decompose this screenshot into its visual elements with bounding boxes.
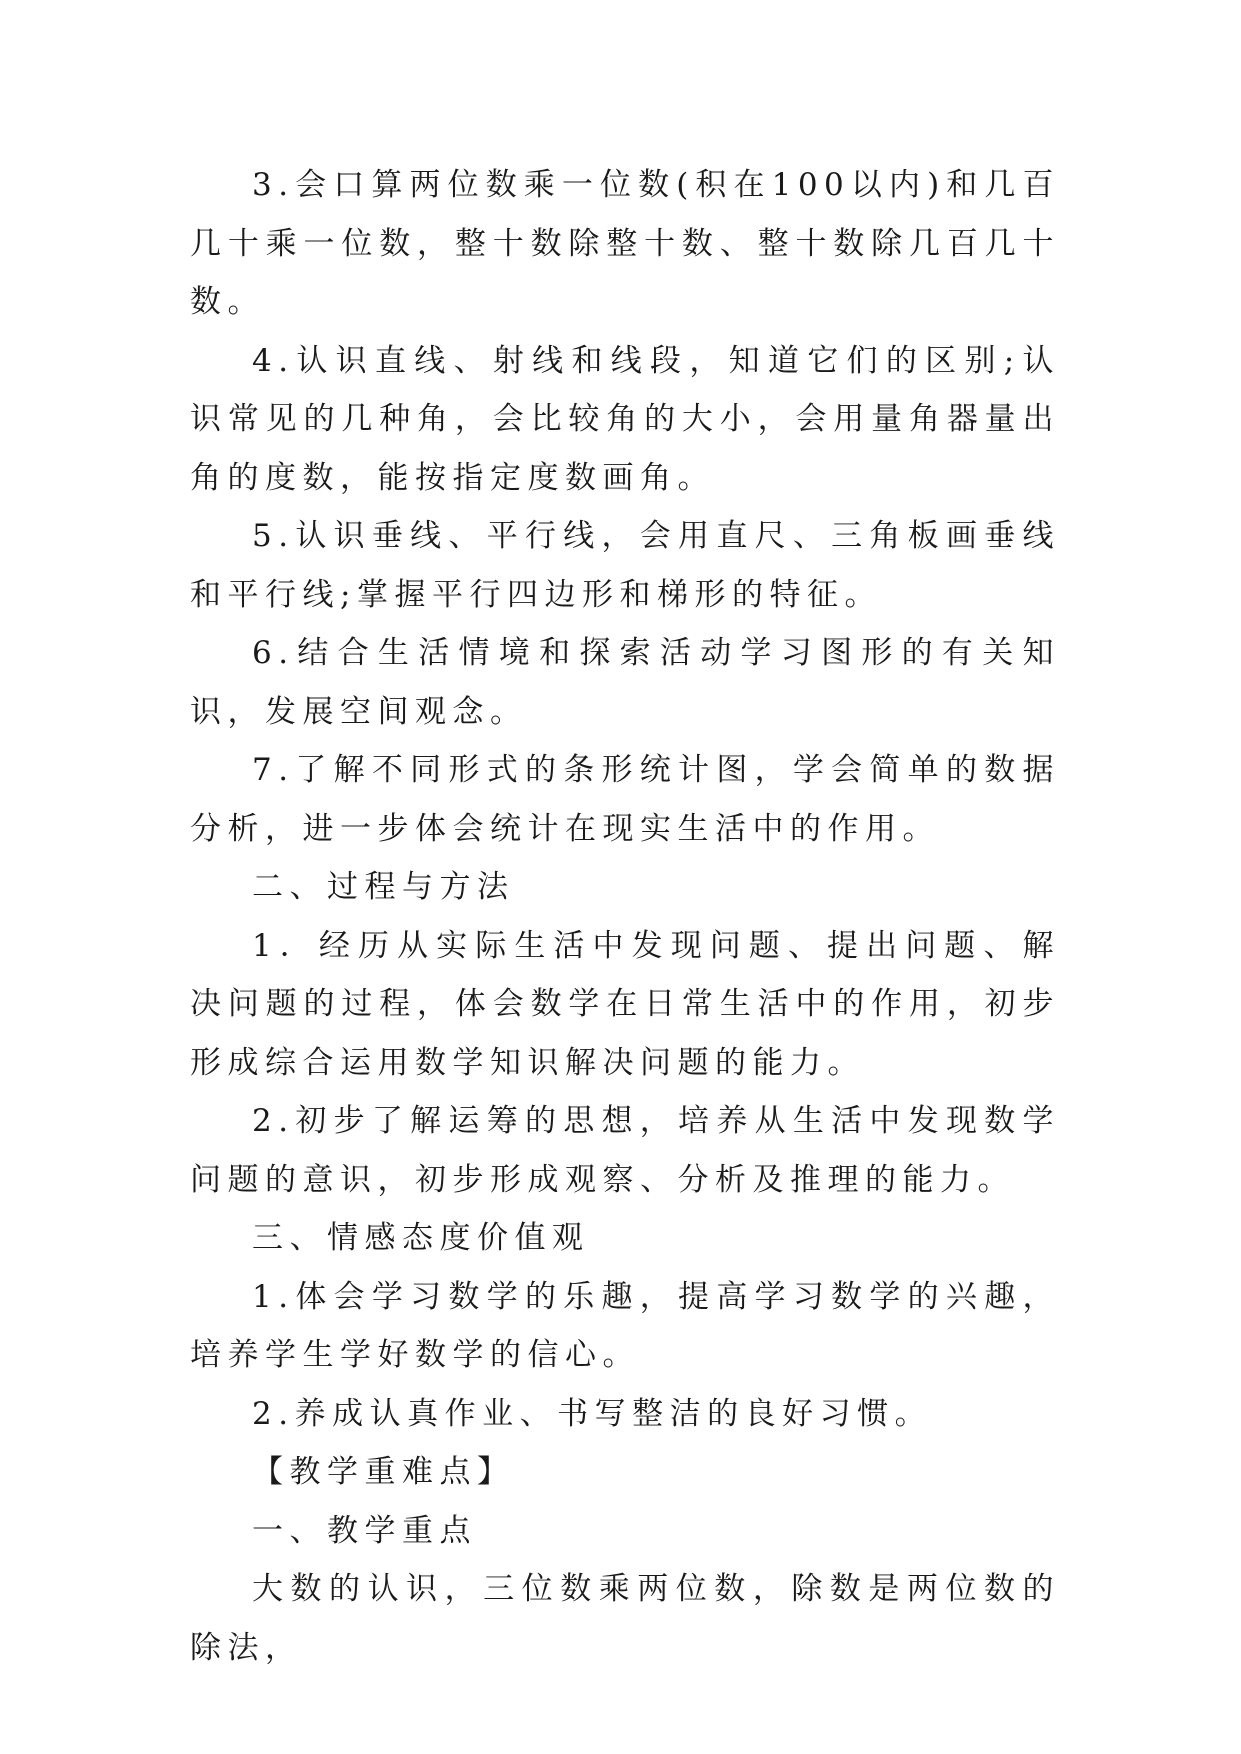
paragraph-item-6: 6.结合生活情境和探索活动学习图形的有关知识，发展空间观念。 [190,635,1060,730]
paragraph-attitude-1: 1.体会学习数学的乐趣，提高学习数学的兴趣，培养学生学好数学的信心。 [190,1278,1060,1373]
paragraph-teaching-focus: 大数的认识，三位数乘两位数，除数是两位数的除法， [190,1571,1060,1666]
section-heading-key-difficulties: 【教学重难点】 [252,1454,515,1490]
section-heading-attitude-values: 三、情感态度价值观 [252,1220,590,1256]
paragraph-attitude-2: 2.养成认真作业、书写整洁的良好习惯。 [252,1395,933,1432]
paragraph-item-5: 5.认识垂线、平行线，会用直尺、三角板画垂线和平行线;掌握平行四边形和梯形的特征。 [190,518,1060,613]
paragraph-process-1: 1．经历从实际生活中发现问题、提出问题、解决问题的过程，体会数学在日常生活中的作用，初步形成综合运用数学知识解决问题的能力。 [190,927,1060,1081]
paragraph-process-2: 2.初步了解运筹的思想，培养从生活中发现数学问题的意识，初步形成观察、分析及推理的能力。 [190,1103,1060,1198]
paragraph-item-4: 4.认识直线、射线和线段，知道它们的区别;认识常见的几种角，会比较角的大小，会用量角器量出角的度数，能按指定度数画角。 [190,342,1060,496]
section-heading-process-methods: 二、过程与方法 [252,869,515,905]
section-heading-teaching-focus: 一、教学重点 [252,1512,477,1549]
paragraph-item-3: 3.会口算两位数乘一位数(积在100以内)和几百几十乘一位数，整十数除整十数、整十数除几百几十数。 [190,167,1060,320]
document-body [190,156,1060,1677]
paragraph-item-7: 7.了解不同形式的条形统计图，学会简单的数据分析，进一步体会统计在现实生活中的作用。 [190,752,1060,847]
